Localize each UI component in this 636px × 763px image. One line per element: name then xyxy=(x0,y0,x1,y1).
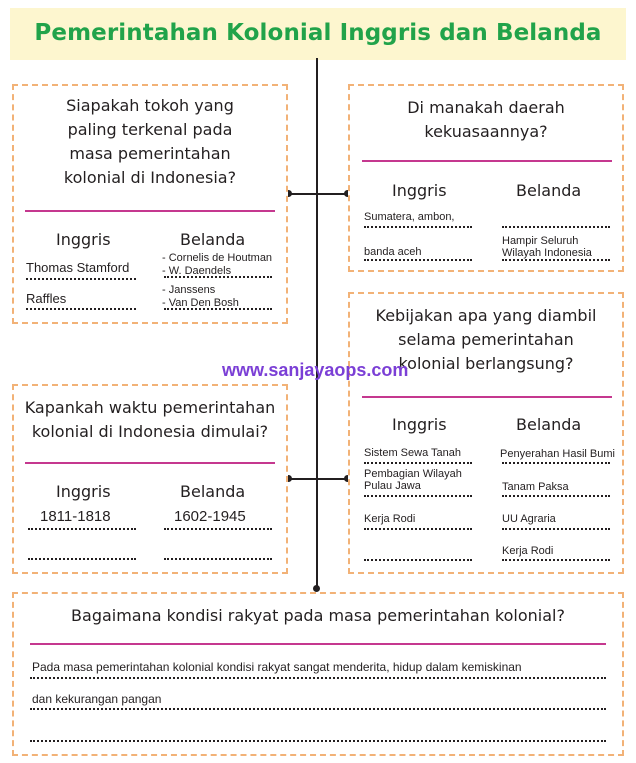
title-banner xyxy=(10,8,626,60)
watermark-text: www.sanjayaops.com xyxy=(222,360,409,380)
answer-text: dan kekurangan pangan xyxy=(32,692,162,706)
box-kondisi xyxy=(12,592,624,756)
answer-text: Pembagian Wilayah xyxy=(364,468,462,480)
question-line: Siapakah tokoh yang xyxy=(66,96,234,115)
divider xyxy=(25,210,275,212)
answer-line xyxy=(26,308,136,310)
box-kebijakan xyxy=(348,292,624,574)
column-header-inggris: Inggris xyxy=(392,181,447,200)
answer-text: Penyerahan Hasil Bumi xyxy=(500,448,615,460)
divider xyxy=(362,160,612,162)
question-line: Kebijakan apa yang diambil xyxy=(375,306,597,325)
answer-text: Tanam Paksa xyxy=(502,481,569,493)
column-header-inggris: Inggris xyxy=(56,482,111,501)
answer-line xyxy=(502,528,610,530)
column-header-belanda: Belanda xyxy=(516,181,582,200)
answer-text: 1602-1945 xyxy=(174,508,246,525)
answer-line xyxy=(164,276,272,278)
answer-text: Raffles xyxy=(26,291,67,306)
timeline-vertical-line xyxy=(316,58,318,590)
connector-line-middle xyxy=(288,478,348,480)
question-line: selama pemerintahan xyxy=(398,330,574,349)
connector-dot xyxy=(313,585,320,592)
divider xyxy=(30,643,606,645)
question-tokoh xyxy=(14,94,286,190)
answer-line xyxy=(26,278,136,280)
question-line: paling terkenal pada xyxy=(67,120,233,139)
column-header-inggris: Inggris xyxy=(56,230,111,249)
column-header-belanda: Belanda xyxy=(180,230,246,249)
answer-line xyxy=(28,528,136,530)
answer-line xyxy=(364,495,472,497)
question-line: masa pemerintahan xyxy=(69,144,231,163)
question-kondisi: Bagaimana kondisi rakyat pada masa pemerintahan kolonial? xyxy=(71,606,565,625)
page-title: Pemerintahan Kolonial Inggris dan Belanda xyxy=(34,20,602,46)
box-waktu xyxy=(12,384,288,574)
answer-text: Wilayah Indonesia xyxy=(502,247,592,259)
question-line: kekuasaannya? xyxy=(424,122,548,141)
answer-text: Thomas Stamford xyxy=(26,260,130,275)
box-tokoh xyxy=(12,84,288,324)
answer-line xyxy=(28,558,136,560)
answer-text: banda aceh xyxy=(364,246,422,258)
answer-line xyxy=(502,462,610,464)
answer-line xyxy=(30,677,606,679)
answer-line xyxy=(30,740,606,742)
box-daerah xyxy=(348,84,624,272)
question-line: kolonial berlangsung? xyxy=(398,354,574,373)
question-waktu xyxy=(14,396,286,444)
question-line: Kapankah waktu pemerintahan xyxy=(24,398,276,417)
question-daerah xyxy=(350,96,622,144)
column-header-belanda: Belanda xyxy=(516,415,582,434)
answer-text: Kerja Rodi xyxy=(364,513,416,525)
answer-line xyxy=(502,226,610,228)
answer-line xyxy=(502,495,610,497)
question-line: kolonial di Indonesia? xyxy=(63,168,237,187)
answer-text: Sumatera, ambon, xyxy=(364,211,455,223)
answer-text: Hampir Seluruh xyxy=(502,235,579,247)
answer-text: - Cornelis de Houtman xyxy=(162,252,273,264)
question-line: kolonial di Indonesia dimulai? xyxy=(31,422,269,441)
divider xyxy=(362,396,612,398)
answer-text: UU Agraria xyxy=(502,513,556,525)
answer-text: Sistem Sewa Tanah xyxy=(364,447,462,459)
answer-line xyxy=(364,226,472,228)
answer-text: Pulau Jawa xyxy=(364,480,421,492)
answer-text: Pada masa pemerintahan kolonial kondisi rakyat sangat menderita, hidup dalam kemiskinan xyxy=(32,660,522,674)
answer-line xyxy=(502,559,610,561)
answer-line xyxy=(364,528,472,530)
question-line: Di manakah daerah xyxy=(407,98,565,117)
answer-line xyxy=(164,528,272,530)
answer-line xyxy=(364,462,472,464)
answer-text: - Van Den Bosh xyxy=(162,297,239,309)
answer-line xyxy=(164,558,272,560)
answer-line xyxy=(502,259,610,261)
column-header-inggris: Inggris xyxy=(392,415,447,434)
answer-text: - Janssens xyxy=(162,284,216,296)
answer-line xyxy=(364,259,472,261)
answer-text: Kerja Rodi xyxy=(502,545,554,557)
answer-line xyxy=(364,559,472,561)
answer-text: 1811-1818 xyxy=(40,508,111,525)
answer-line xyxy=(30,708,606,710)
answer-text: - W. Daendels xyxy=(162,265,232,277)
connector-line-top xyxy=(288,193,348,195)
column-header-belanda: Belanda xyxy=(180,482,246,501)
divider xyxy=(25,462,275,464)
answer-line xyxy=(164,308,272,310)
